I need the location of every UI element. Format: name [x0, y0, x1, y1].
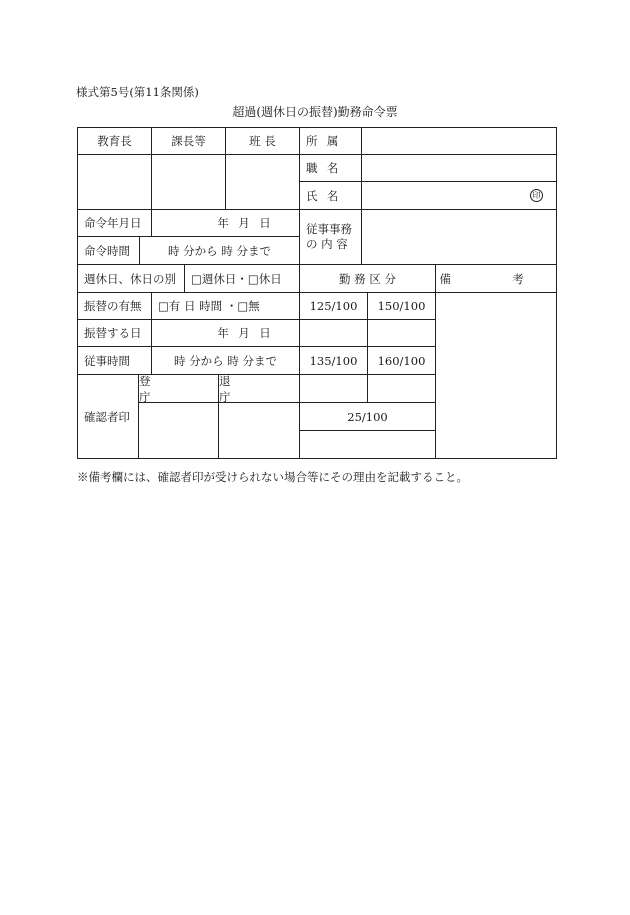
rate-125-label: 125/100 — [299, 292, 368, 320]
team-leader-stamp-box[interactable] — [225, 154, 300, 210]
approver-team-leader-label: 班 長 — [225, 127, 300, 155]
order-date-label: 命令年月日 — [77, 209, 152, 237]
rate-160-label: 160/100 — [367, 346, 436, 375]
position-label: 職 名 — [299, 154, 362, 182]
departure-label: 退 庁 — [218, 374, 300, 403]
section-chief-stamp-box[interactable] — [151, 154, 226, 210]
approver-superintendent-label: 教育長 — [77, 127, 152, 155]
substitute-day-label: 振替する日 — [77, 319, 152, 347]
rate-150-label: 150/100 — [367, 292, 436, 320]
order-time-field[interactable]: 時 分から 時 分まで — [139, 236, 300, 265]
rate-125-hours-field[interactable] — [299, 319, 368, 347]
form-reference: 様式第5号(第11条関係) — [76, 85, 199, 99]
day-type-label: 週休日、休日の別 — [77, 264, 185, 293]
substitution-label: 振替の有無 — [77, 292, 152, 320]
remarks-header: 備 考 — [435, 264, 557, 293]
duty-content-field[interactable] — [361, 209, 557, 265]
arrival-stamp-box[interactable] — [138, 402, 219, 459]
departure-stamp-box[interactable] — [218, 402, 300, 459]
rate-135-hours-field[interactable] — [299, 374, 368, 403]
rate-150-hours-field[interactable] — [367, 319, 436, 347]
arrival-label: 登 庁 — [138, 374, 219, 403]
duty-content-label-line2: の 内 容 — [306, 237, 348, 251]
duty-class-header: 勤 務 区 分 — [299, 264, 436, 293]
rate-135-label: 135/100 — [299, 346, 368, 375]
confirmation-label: 確認者印 — [77, 374, 139, 459]
duty-content-label-line1: 従事事務 — [306, 222, 352, 236]
affiliation-field[interactable] — [361, 127, 557, 155]
superintendent-stamp-box[interactable] — [77, 154, 152, 210]
name-label: 氏 名 — [299, 181, 362, 210]
order-time-label: 命令時間 — [77, 236, 140, 265]
footnote: ※備考欄には、確認者印が受けられない場合等にその理由を記載すること。 — [77, 470, 468, 484]
day-type-checkboxes[interactable]: □週休日・□休日 — [184, 264, 300, 293]
substitution-checkboxes[interactable]: □有 日 時間 ・□無 — [151, 292, 300, 320]
affiliation-label: 所 属 — [299, 127, 362, 155]
substitute-day-field[interactable]: 年 月 日 — [151, 319, 300, 347]
form-title: 超過(週休日の振替)勤務命令票 — [232, 105, 398, 119]
remarks-field[interactable] — [435, 292, 557, 459]
name-field[interactable] — [361, 181, 557, 210]
approver-section-chief-label: 課長等 — [151, 127, 226, 155]
work-time-field[interactable]: 時 分から 時 分まで — [151, 346, 300, 375]
order-date-field[interactable]: 年 月 日 — [151, 209, 300, 237]
position-field[interactable] — [361, 154, 557, 182]
seal-mark-icon: 印 — [530, 189, 543, 202]
work-time-label: 従事時間 — [77, 346, 152, 375]
rate-160-hours-field[interactable] — [367, 374, 436, 403]
duty-content-label — [299, 209, 362, 265]
rate-25-label: 25/100 — [299, 402, 436, 431]
rate-25-hours-field[interactable] — [299, 430, 436, 459]
